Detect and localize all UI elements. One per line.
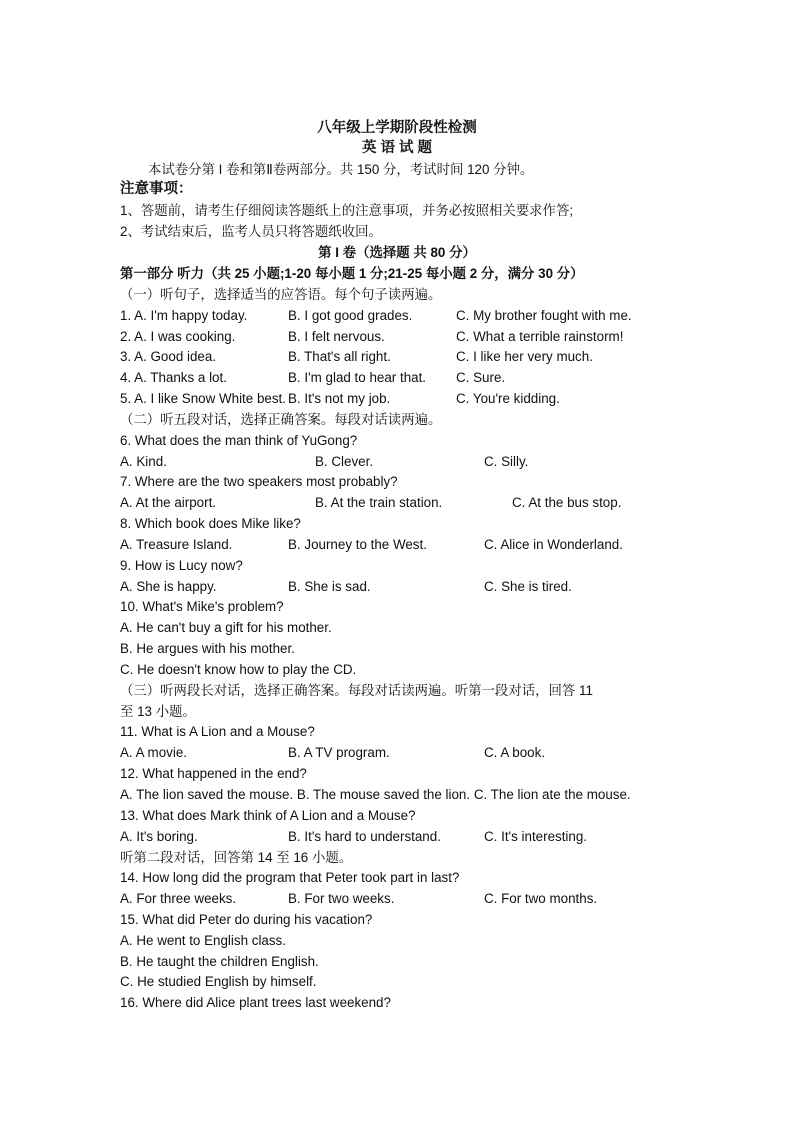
question-10-option-a: A. He can't buy a gift for his mother. xyxy=(120,620,332,635)
question-16: 16. Where did Alice plant trees last weekend? xyxy=(120,995,391,1010)
question-15-option-b: B. He taught the children English. xyxy=(120,954,319,969)
question-14: 14. How long did the program that Peter took part in last? xyxy=(120,870,460,885)
question-15-option-c: C. He studied English by himself. xyxy=(120,974,317,989)
option-c: C. My brother fought with me. xyxy=(456,308,632,323)
option-b: B. At the train station. xyxy=(315,495,443,510)
volume-title: 第 I 卷（选择题 共 80 分） xyxy=(318,245,476,260)
sub1-instruction: （一）听句子，选择适当的应答语。每个句子读两遍。 xyxy=(120,287,442,302)
option-b: B. I'm glad to hear that. xyxy=(288,370,427,385)
option-a: A. A movie. xyxy=(120,745,187,760)
option-b: B. It's hard to understand. xyxy=(288,829,441,844)
exam-title: 八年级上学期阶段性检测 xyxy=(317,120,477,136)
question-row-3 xyxy=(120,347,593,366)
option-a: A. Treasure Island. xyxy=(120,537,233,552)
question-row-5 xyxy=(120,389,560,408)
notice-item-2: 2、考试结束后，监考人员只将答题纸收回。 xyxy=(120,224,382,239)
second-dialog-instruction: 听第二段对话，回答第 14 至 16 小题。 xyxy=(120,850,353,865)
question-14-options xyxy=(120,889,598,908)
option-a: A. It's boring. xyxy=(120,829,198,844)
exam-intro: 本试卷分第 I 卷和第Ⅱ卷两部分。共 150 分，考试时间 120 分钟。 xyxy=(148,162,534,177)
option-a: 4. A. Thanks a lot. xyxy=(120,370,227,385)
question-12-options: A. The lion saved the mouse. B. The mouse saved the lion. C. The lion ate the mouse. xyxy=(120,787,631,802)
option-c: C. You're kidding. xyxy=(456,391,560,406)
question-row-2 xyxy=(120,327,624,346)
question-row-4 xyxy=(120,368,506,387)
question-12: 12. What happened in the end? xyxy=(120,766,307,781)
question-15: 15. What did Peter do during his vacation? xyxy=(120,912,373,927)
notice-heading: 注意事项： xyxy=(120,181,193,197)
section-title: 第一部分 听力（共 25 小题;1-20 每小题 1 分;21-25 每小题 2 分，满分 30 分） xyxy=(120,266,584,281)
option-c: C. Sure. xyxy=(456,370,506,385)
question-15-option-a: A. He went to English class. xyxy=(120,933,286,948)
question-row-1 xyxy=(120,306,632,325)
option-c: C. I like her very much. xyxy=(456,349,593,364)
option-c: C. What a terrible rainstorm! xyxy=(456,329,624,344)
question-10-option-b: B. He argues with his mother. xyxy=(120,641,295,656)
question-10-option-c: C. He doesn't know how to play the CD. xyxy=(120,662,357,677)
question-13: 13. What does Mark think of A Lion and a Mouse? xyxy=(120,808,416,823)
sub3-instruction-line2: 至 13 小题。 xyxy=(120,704,196,719)
option-b: B. A TV program. xyxy=(288,745,390,760)
question-8-options xyxy=(120,535,623,554)
option-a: 5. A. I like Snow White best. xyxy=(120,391,286,406)
question-7: 7. Where are the two speakers most probably? xyxy=(120,474,398,489)
notice-item-1: 1、答题前，请考生仔细阅读答题纸上的注意事项，并务必按照相关要求作答; xyxy=(120,203,574,218)
sub2-instruction: （二）听五段对话，选择正确答案。每段对话读两遍。 xyxy=(120,412,442,427)
question-8: 8. Which book does Mike like? xyxy=(120,516,301,531)
option-a: 3. A. Good idea. xyxy=(120,349,217,364)
option-c: C. A book. xyxy=(484,745,546,760)
option-b: B. It's not my job. xyxy=(288,391,391,406)
sub3-instruction-line1: （三）听两段长对话，选择正确答案。每段对话读两遍。听第一段对话，回答 11 xyxy=(120,683,593,698)
option-c: C. Alice in Wonderland. xyxy=(484,537,623,552)
option-b: B. She is sad. xyxy=(288,579,371,594)
exam-subject: 英 语 试 题 xyxy=(361,140,433,156)
question-13-options xyxy=(120,827,588,846)
option-a: A. Kind. xyxy=(120,454,167,469)
option-a: A. At the airport. xyxy=(120,495,217,510)
question-9: 9. How is Lucy now? xyxy=(120,558,243,573)
option-c: C. It's interesting. xyxy=(484,829,588,844)
option-a: 2. A. I was cooking. xyxy=(120,329,236,344)
option-b: B. Journey to the West. xyxy=(288,537,427,552)
option-b: B. That's all right. xyxy=(288,349,391,364)
question-9-options xyxy=(120,577,572,596)
question-11-options xyxy=(120,743,546,762)
option-c: C. Silly. xyxy=(484,454,529,469)
question-11: 11. What is A Lion and a Mouse? xyxy=(120,724,315,739)
option-b: B. I felt nervous. xyxy=(288,329,385,344)
option-c: C. At the bus stop. xyxy=(512,495,622,510)
option-b: B. Clever. xyxy=(315,454,374,469)
option-a: A. For three weeks. xyxy=(120,891,237,906)
question-6-options xyxy=(120,452,529,471)
question-7-options xyxy=(120,493,622,512)
option-c: C. For two months. xyxy=(484,891,598,906)
option-b: B. For two weeks. xyxy=(288,891,395,906)
question-10: 10. What's Mike's problem? xyxy=(120,599,284,614)
question-6: 6. What does the man think of YuGong? xyxy=(120,433,358,448)
option-c: C. She is tired. xyxy=(484,579,572,594)
option-a: 1. A. I'm happy today. xyxy=(120,308,248,323)
option-a: A. She is happy. xyxy=(120,579,217,594)
option-b: B. I got good grades. xyxy=(288,308,413,323)
